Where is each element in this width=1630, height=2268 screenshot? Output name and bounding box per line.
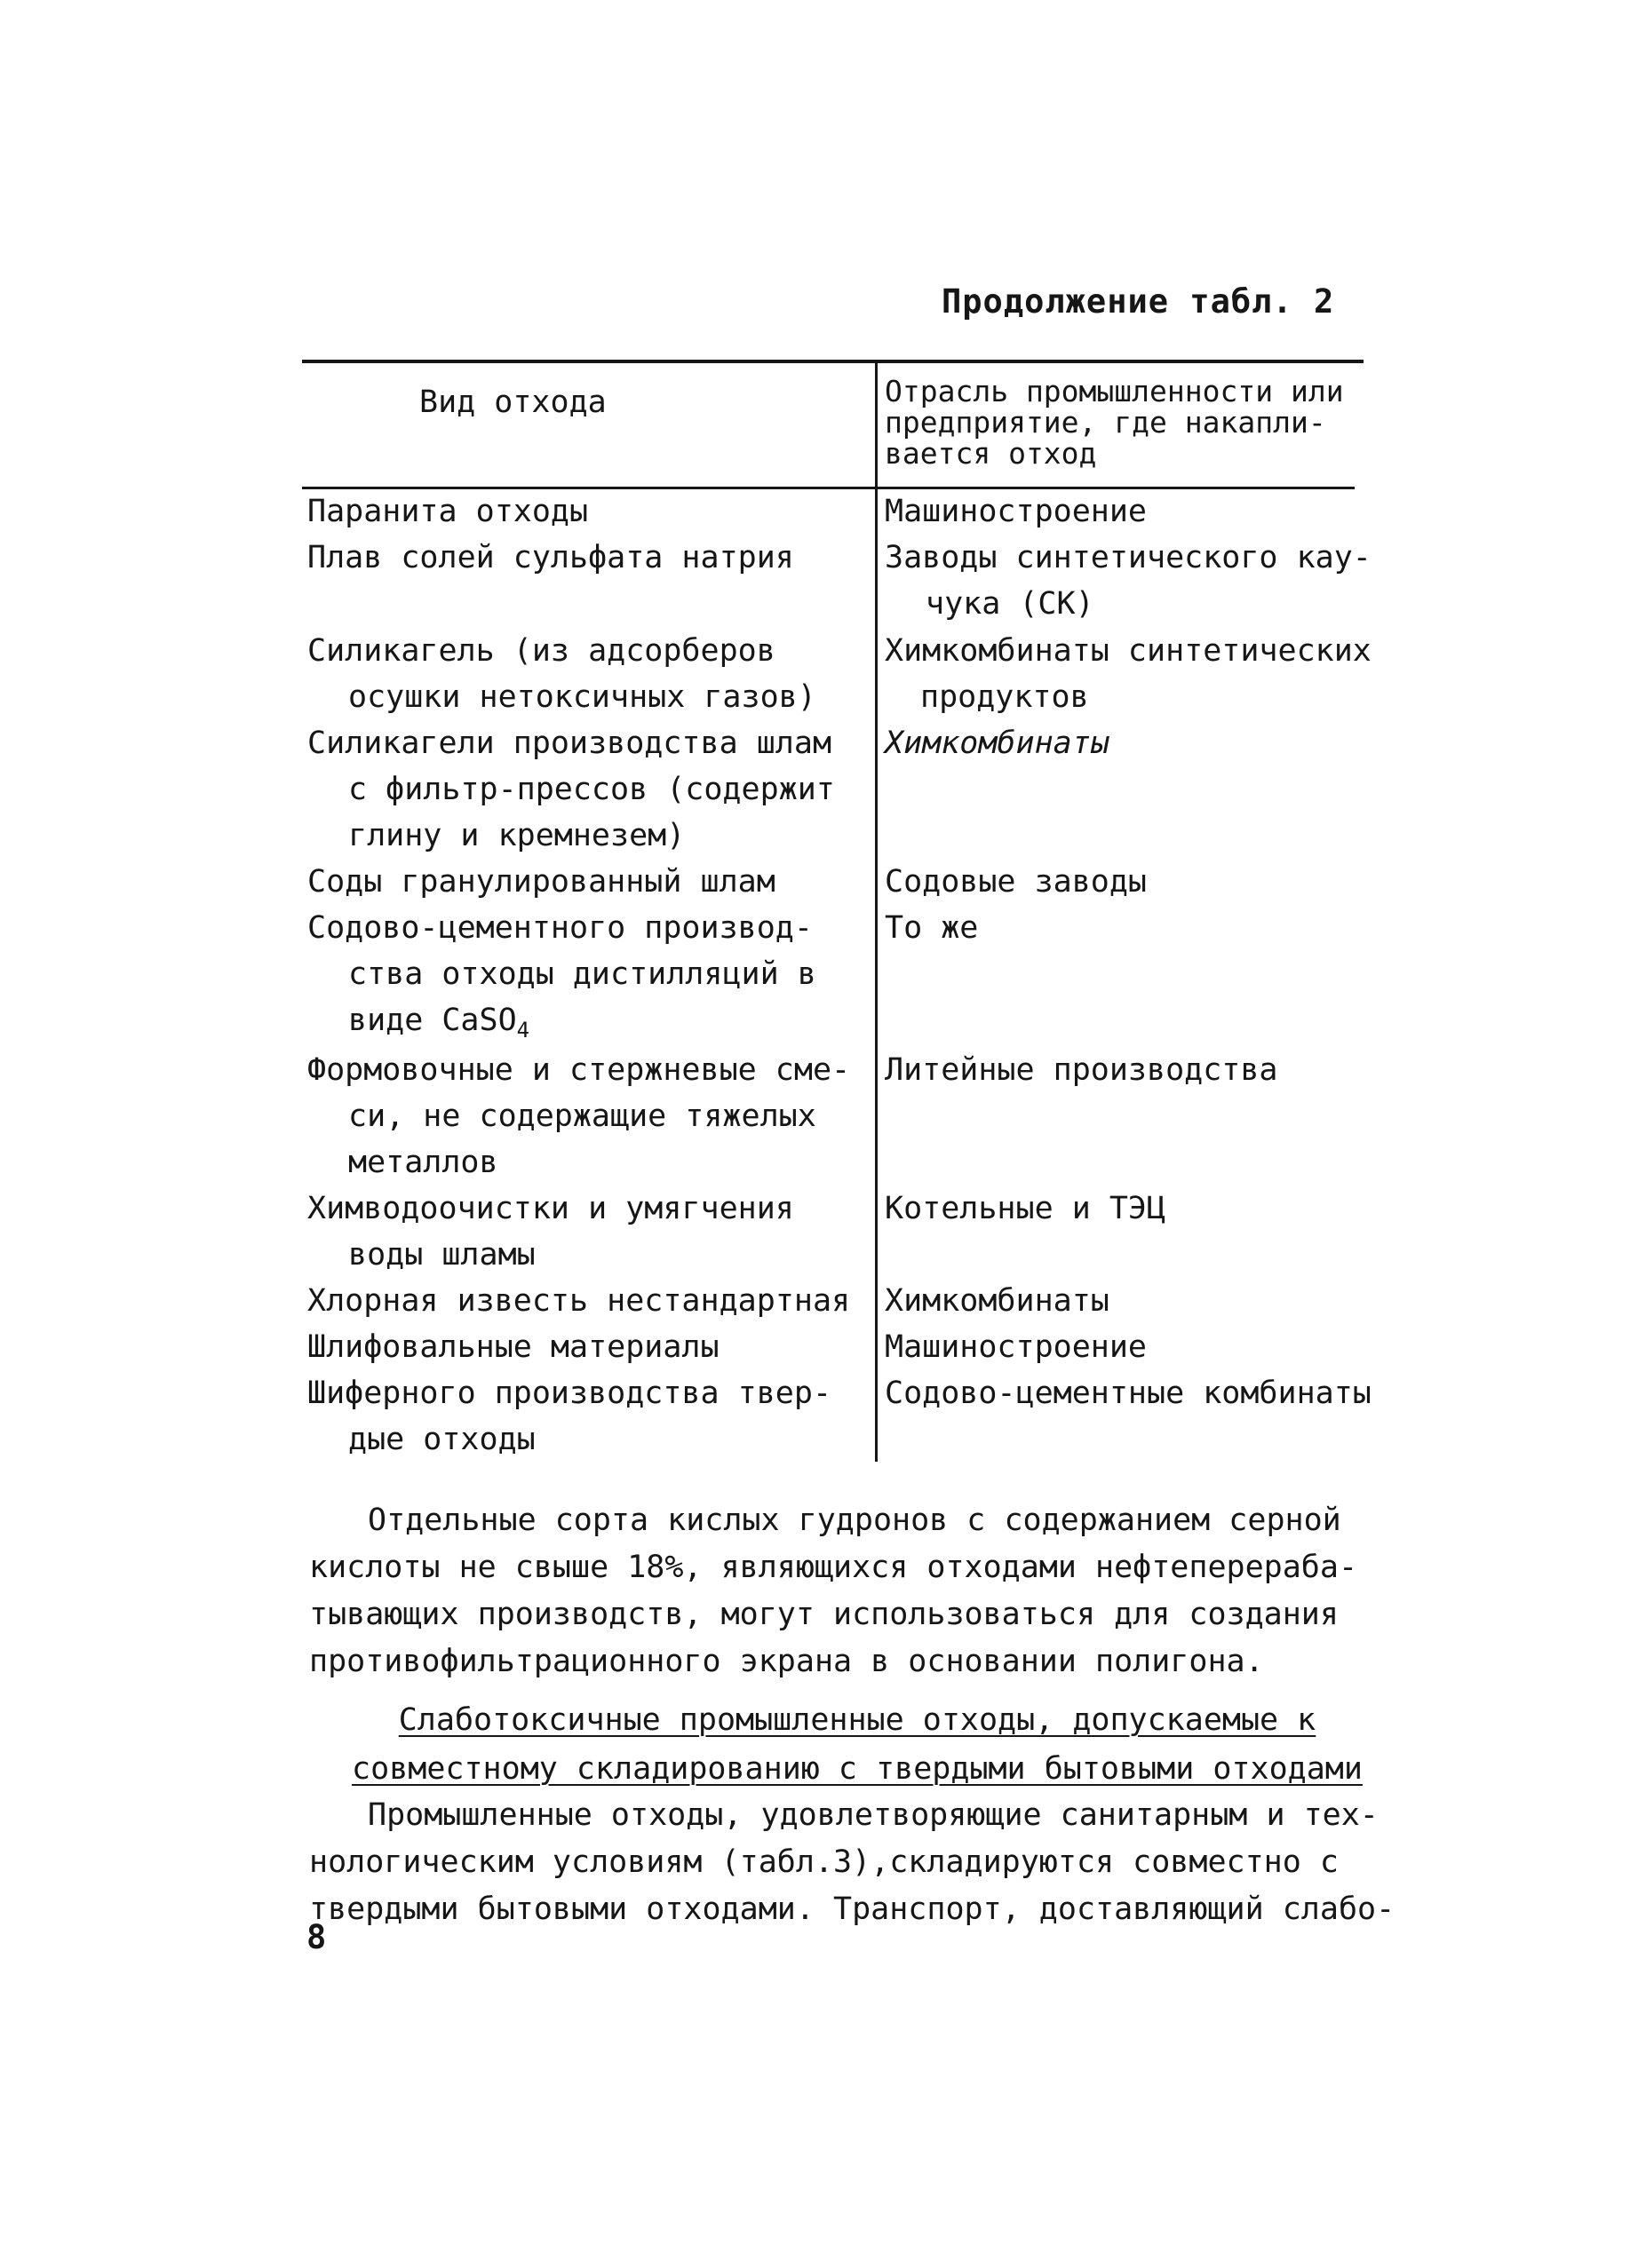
page-number: 8 [306, 1918, 327, 1956]
paragraph-line: Промышленные отходы, удовлетворяющие санитарным и тех- [368, 1797, 1379, 1833]
industry-cell [885, 488, 1364, 535]
waste-line: Силикагели производства шлам [307, 726, 832, 761]
waste-formula: виде CaSO [348, 1003, 517, 1038]
industry-cell [885, 905, 1364, 951]
waste-cell [307, 1324, 858, 1370]
industry-line: Литейные производства [885, 1052, 1278, 1088]
paragraph-line: твердыми бытовыми отходами. Транспорт, доставляющий слабо- [309, 1891, 1395, 1927]
waste-cell [307, 859, 858, 905]
waste-line: Паранита отходы [307, 494, 589, 529]
waste-line: воды шламы [348, 1237, 536, 1273]
industry-line: Химкомбинаты [885, 1283, 1109, 1319]
industry-cell [885, 1047, 1364, 1093]
waste-line: осушки нетоксичных газов) [348, 679, 816, 715]
body-paragraph [309, 1792, 1395, 1933]
industry-cell [885, 1186, 1364, 1232]
waste-cell [307, 1278, 858, 1324]
industry-line: Машиностроение [885, 1329, 1148, 1365]
waste-cell [307, 535, 858, 581]
waste-cell [307, 1370, 858, 1463]
waste-line: Соды гранулированный шлам [307, 864, 775, 900]
table-continuation-label: Продолжение табл. 2 [942, 282, 1335, 321]
industry-cell [885, 1278, 1364, 1324]
waste-line: Химводоочистки и умягчения [307, 1191, 794, 1226]
paragraph-line: Отдельные сорта кислых гудронов с содержанием серной [368, 1503, 1341, 1538]
waste-line: металлов [348, 1145, 498, 1180]
formula-subscript: 4 [516, 1018, 530, 1043]
body-paragraph [309, 1497, 1375, 1685]
industry-line: Химкомбинаты синтетических [885, 633, 1372, 669]
industry-cell [885, 720, 1364, 766]
waste-cell [307, 905, 858, 1053]
industry-line: Машиностроение [885, 494, 1148, 529]
subheading-line: Слаботоксичные промышленные отходы, допускаемые к [398, 1702, 1316, 1738]
industry-line: Заводы синтетического кау- [885, 540, 1372, 575]
column-header-industry-line: Отрасль промышленности или [885, 374, 1344, 408]
waste-line: глину и кремнезем) [348, 818, 686, 853]
waste-line: Шлифовальные материалы [307, 1329, 720, 1365]
paragraph-line: тывающих производств, могут использоваться для создания [309, 1597, 1339, 1632]
paragraph-line: нологическим условиям (табл.3),складируются совместно с [309, 1844, 1339, 1880]
industry-line: Содово-цементные комбинаты [885, 1376, 1372, 1411]
waste-line: си, не содержащие тяжелых [348, 1098, 816, 1134]
waste-cell [307, 1186, 858, 1278]
industry-cell [885, 628, 1372, 720]
industry-line: Содовые заводы [885, 864, 1148, 900]
column-header-industry [885, 376, 1344, 469]
column-header-industry-line: вается отход [885, 436, 1097, 471]
industry-line: Химкомбинаты [885, 726, 1109, 761]
subheading-line: совместному складированию с твердыми бытовыми отходами [352, 1751, 1363, 1787]
waste-line: дые отходы [348, 1422, 536, 1457]
waste-line: с фильтр-прессов (содержит [348, 772, 835, 807]
industry-cell [885, 859, 1364, 905]
table-top-rule [302, 360, 1364, 363]
industry-line: продуктов [920, 679, 1089, 715]
waste-line: Силикагель (из адсорберов [307, 633, 775, 669]
section-subheading [346, 1696, 1368, 1794]
table-column-divider [875, 363, 878, 1462]
waste-cell [307, 720, 858, 859]
industry-line: чука (СК) [926, 586, 1094, 622]
paragraph-line: кислоты не свыше 18%, являющихся отходами нефтеперераба- [309, 1550, 1358, 1585]
industry-line: То же [885, 910, 979, 946]
waste-cell [307, 488, 858, 535]
industry-cell [885, 1370, 1372, 1416]
industry-cell [885, 535, 1372, 627]
waste-cell [307, 1047, 858, 1186]
waste-line [307, 997, 858, 1053]
column-header-industry-line: предприятие, где накапли- [885, 405, 1326, 440]
industry-cell [885, 1324, 1364, 1370]
waste-line: ства отходы дистилляций в [348, 956, 816, 992]
column-header-waste-type: Вид отхода [419, 385, 607, 420]
waste-line: Хлорная известь нестандартная [307, 1283, 851, 1319]
waste-line: Содово-цементного производ- [307, 910, 813, 946]
waste-line: Формовочные и стержневые сме- [307, 1052, 851, 1088]
waste-line: Плав солей сульфата натрия [307, 540, 794, 575]
industry-line: Котельные и ТЭЦ [885, 1191, 1166, 1226]
waste-line: Шиферного производства твер- [307, 1376, 832, 1411]
paragraph-line: противофильтрационного экрана в основании полигона. [309, 1644, 1264, 1679]
waste-cell [307, 628, 858, 720]
